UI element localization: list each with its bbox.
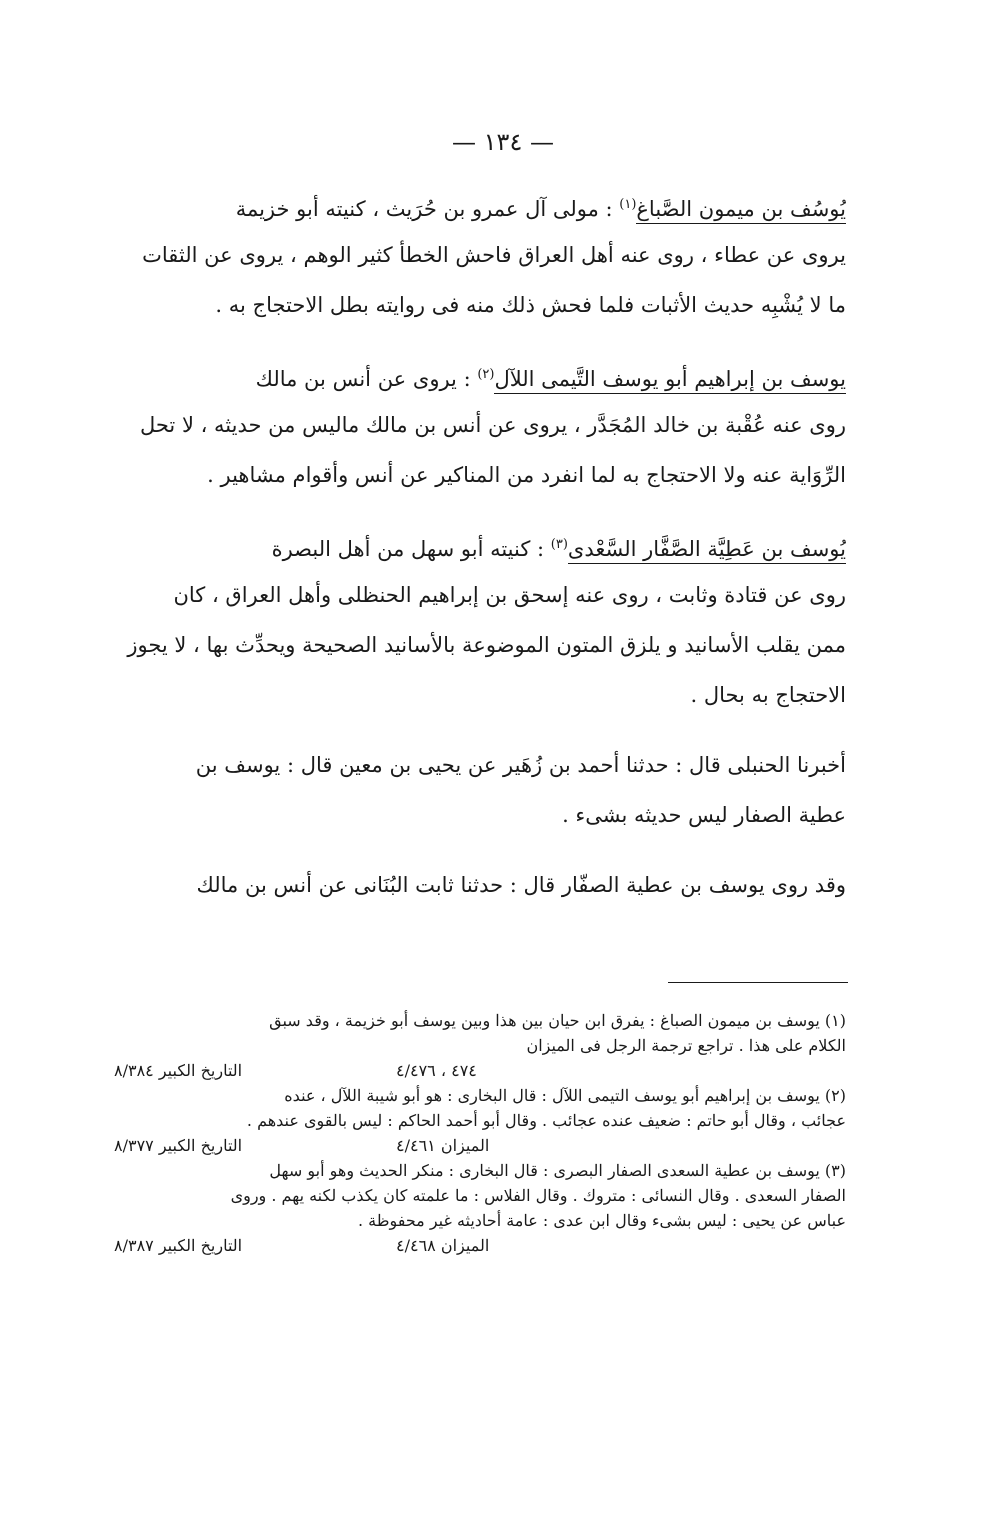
footnote-3 — [106, 1158, 846, 1258]
narration-line: عطية الصفار ليس حديثه بشىء . — [562, 803, 846, 827]
footnote-line: الكلام على هذا . تراجع ترجمة الرجل فى الميزان — [526, 1036, 846, 1055]
text-line: ما لا يُشْبِه حديث الأثبات فلما فحش ذلك منه فى روايته بطل الاحتجاج به . — [215, 293, 846, 317]
entry-name: يُوسف بن عَطِيَّة الصَّفَّار السَّعْدى — [568, 537, 846, 564]
text-line: ممن يقلب الأسانيد و يلزق المتون الموضوعة بالأسانيد الصحيحة ويحدِّث بها ، لا يجوز — [127, 633, 846, 657]
footnote-line: عباس عن يحيى : ليس بشىء وقال ابن عدى : عامة أحاديثه غير محفوظة . — [358, 1211, 846, 1230]
footnote-separator — [668, 982, 848, 983]
main-text — [118, 180, 846, 910]
text-line: الرِّوَاية عنه ولا الاحتجاج به لما انفرد من المناكير عن أنس وأقوام مشاهير . — [207, 463, 846, 487]
footnote-line: عجائب ، وقال أبو حاتم : ضعيف عنده عجائب . وقال أبو أحمد الحاكم : ليس بالقوى عندهم . — [246, 1111, 846, 1130]
footnote-line: (٣) يوسف بن عطية السعدى الصفار البصرى : قال البخارى : منكر الحديث وهو أبو سهل — [269, 1161, 846, 1180]
reference-tarikh: التاريخ الكبير ٨/٣٨٧ — [114, 1236, 243, 1255]
reference-mizan: ٤٧٤ ، ٤/٤٧٦ — [396, 1061, 477, 1080]
footnote-references — [106, 1233, 846, 1258]
narration-line: أخبرنا الحنبلى قال : حدثنا أحمد بن زُهَير عن يحيى بن معين قال : يوسف بن — [195, 753, 846, 777]
footnote-marker: (٢) — [477, 367, 495, 382]
footnote-marker: (١) — [619, 197, 637, 212]
entry-heading — [118, 520, 846, 570]
reference-tarikh: التاريخ الكبير ٨/٣٨٤ — [114, 1061, 243, 1080]
entry-heading — [118, 180, 846, 230]
footnote-line: (١) يوسف بن ميمون الصباغ : يفرق ابن حيان بين هذا وبين يوسف أبو خزيمة ، وقد سبق — [269, 1011, 846, 1030]
entry-heading-text: : كنيته أبو سهل من أهل البصرة — [271, 537, 551, 561]
text-line: روى عن قتادة وثابت ، روى عنه إسحق بن إبراهيم الحنظلى وأهل العراق ، كان — [173, 583, 846, 607]
last-line: وقد روى يوسف بن عطية الصفّار قال : حدثنا ثابت البُنَانى عن أنس بن مالك — [196, 873, 846, 897]
text-line: روى عنه عُقْبة بن خالد المُجَدَّر ، يروى عن أنس بن مالك ماليس من حديثه ، لا تحل — [139, 413, 846, 437]
footnote-references — [106, 1058, 846, 1083]
page-number: — ١٣٤ — — [452, 128, 554, 156]
footnotes — [106, 1008, 846, 1258]
entry-name: يُوسُف بن ميمون الصَّباغ — [636, 197, 846, 224]
reference-mizan: الميزان ٤/٤٦١ — [396, 1136, 490, 1155]
entry-heading — [118, 350, 846, 400]
text-line: يروى عن عطاء ، روى عنه أهل العراق فاحش الخطأ كثير الوهم ، يروى عن الثقات — [142, 243, 846, 267]
footnote-line: الصفار السعدى . وقال النسائى : متروك . وقال الفلاس : ما علمته كان يكذب لكنه يهم . وروى — [230, 1186, 846, 1205]
entry-heading-text: : يروى عن أنس بن مالك — [255, 367, 478, 391]
entry-name: يوسف بن إبراهيم أبو يوسف التَّيمى اللآل — [494, 367, 846, 394]
text-line: الاحتجاج به بحال . — [690, 683, 846, 707]
footnote-marker: (٣) — [550, 537, 568, 552]
footnote-1 — [106, 1008, 846, 1083]
footnote-references — [106, 1133, 846, 1158]
reference-tarikh: التاريخ الكبير ٨/٣٧٧ — [114, 1136, 243, 1155]
entry-heading-text: : مولى آل عمرو بن حُرَيث ، كنيته أبو خزيمة — [235, 197, 620, 221]
footnote-2 — [106, 1083, 846, 1158]
footnote-line: (٢) يوسف بن إبراهيم أبو يوسف التيمى اللآل : قال البخارى : هو أبو شيبة اللآل ، عنده — [284, 1086, 846, 1105]
reference-mizan: الميزان ٤/٤٦٨ — [396, 1236, 490, 1255]
